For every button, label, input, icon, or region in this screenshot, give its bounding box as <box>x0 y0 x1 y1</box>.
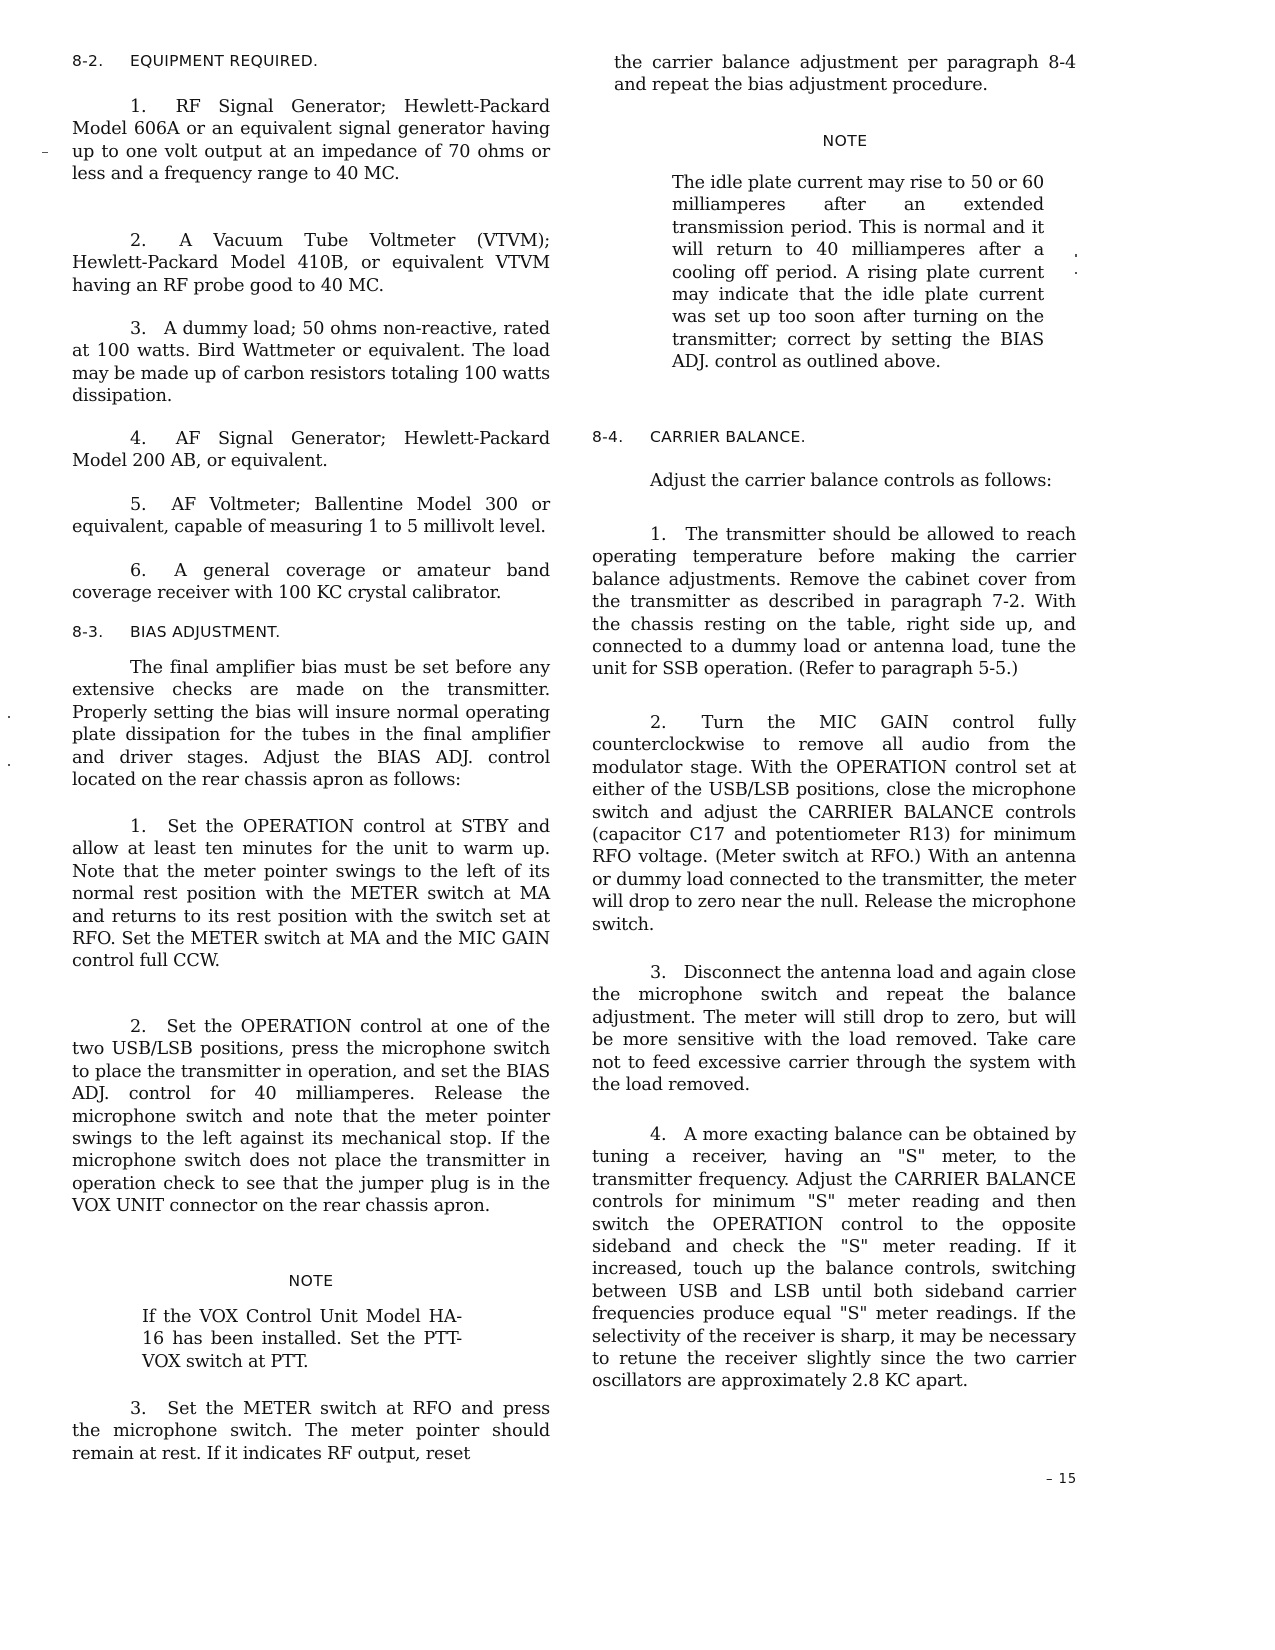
page-number: – 15 <box>1046 1472 1078 1487</box>
carrier-intro-paragraph: Adjust the carrier balance controls as follows: <box>650 471 1052 491</box>
step-text: Disconnect the antenna load and again close the microphone switch and repeat the balance adjustment. The meter will still drop to zero, but will be more sensitive with the load removed. Take care not to feed excessive carrier through the system with the load removed. <box>592 963 1076 1096</box>
equipment-item-6 <box>72 560 550 605</box>
scan-mark <box>8 764 10 766</box>
equipment-item-2 <box>72 230 550 297</box>
note-title: NOTE <box>288 1272 334 1290</box>
bias-step-3 <box>72 1398 550 1465</box>
item-number: 1. <box>130 97 147 117</box>
section-title: EQUIPMENT REQUIRED. <box>130 52 319 70</box>
equipment-item-1 <box>72 96 550 186</box>
item-number: 4. <box>130 429 147 449</box>
carrier-step-3 <box>592 962 1076 1096</box>
step-text: A more exacting balance can be obtained by tuning a receiver, having an "S" meter, to the transmitter frequency. Adjust the CARRIER BALANCE controls for minimum "S" meter reading and then switch the OPERATION control to the opposite sideband and check the "S" meter reading. If it increased, touch up the balance controls, switching between USB and LSB until both sideband carrier frequencies produce equal "S" meter readings. If the selectivity of the receiver is sharp, it may be necessary to retune the receiver slightly since the two carrier oscillators are approximately 2.8 KC apart. <box>592 1125 1076 1392</box>
item-text: AF Signal Generator; Hewlett-Packard Model 200 AB, or equivalent. <box>72 429 550 472</box>
section-number: 8-2. <box>72 52 104 70</box>
item-number: 6. <box>130 561 147 581</box>
item-text: A general coverage or amateur band coverage receiver with 100 KC crystal calibrator. <box>72 561 550 604</box>
item-number: 2. <box>130 231 147 251</box>
section-number: 8-3. <box>72 623 104 641</box>
note-title: NOTE <box>822 132 868 150</box>
step-number: 2. <box>650 713 667 733</box>
bias-step-1 <box>72 816 550 973</box>
scan-mark <box>1075 254 1077 257</box>
step-text: Set the OPERATION control at STBY and allow at least ten minutes for the unit to warm up. Note that the meter pointer swings to the left of its normal rest position with the METER switch at MA and returns to its rest position with the switch set at RFO. Set the METER switch at MA and the MIC GAIN control full CCW. <box>72 817 550 972</box>
equipment-item-4 <box>72 428 550 473</box>
note-body-idle-current: The idle plate current may rise to 50 or 60 milliamperes after an extended transmission period. This is normal and it will return to 40 milliamperes after a cooling off period. A rising plate current may indicate that the idle plate current was set up too soon after turning on the transmitter; correct by setting the BIAS ADJ. control as outlined above. <box>672 173 1044 373</box>
section-title: BIAS ADJUSTMENT. <box>130 623 281 641</box>
carrier-step-1 <box>592 524 1076 681</box>
step-text: Turn the MIC GAIN control fully counterclockwise to remove all audio from the modulator stage. With the OPERATION control set at either of the USB/LSB positions, close the microphone switch and adjust the CARRIER BALANCE controls (capacitor C17 and potentiometer R13) for minimum RFO voltage. (Meter switch at RFO.) With an antenna or dummy load connected to the transmitter, the meter will drop to zero near the null. Release the microphone switch. <box>592 713 1076 935</box>
carrier-step-2 <box>592 712 1076 936</box>
note-body-vox: If the VOX Control Unit Model HA-16 has been installed. Set the PTT-VOX switch at PTT. <box>142 1307 462 1372</box>
equipment-item-3 <box>72 318 550 408</box>
step-text: Set the OPERATION control at one of the two USB/LSB positions, press the microphone switch to place the transmitter in operation, and set the BIAS ADJ. control for 40 milliamperes. Release the microphone switch and note that the meter pointer swings to the left against its mechanical stop. If the microphone switch does not place the transmitter in operation check to see that the jumper plug is in the VOX UNIT connector on the rear chassis apron. <box>72 1017 550 1217</box>
step-number: 1. <box>650 525 667 545</box>
section-heading-8-2 <box>72 52 318 70</box>
section-number: 8-4. <box>592 428 624 446</box>
equipment-item-5 <box>72 494 550 539</box>
step-number: 2. <box>130 1017 147 1037</box>
step-number: 1. <box>130 817 147 837</box>
scan-mark <box>1075 272 1077 274</box>
item-text: AF Voltmeter; Ballentine Model 300 or equivalent, capable of measuring 1 to 5 millivolt level. <box>72 495 550 538</box>
item-number: 5. <box>130 495 147 515</box>
item-text: A Vacuum Tube Voltmeter (VTVM); Hewlett-Packard Model 410B, or equivalent VTVM having an RF probe good to 40 MC. <box>72 231 550 296</box>
bias-intro-paragraph: The final amplifier bias must be set before any extensive checks are made on the transmitter. Properly setting the bias will insure normal operating plate dissipation for the tubes in the final amplifier and driver stages. Adjust the BIAS ADJ. control located on the rear chassis apron as follows: <box>72 658 550 791</box>
bias-step-2 <box>72 1016 550 1218</box>
step-text: The transmitter should be allowed to reach operating temperature before making the carrier balance adjustments. Remove the cabinet cover from the transmitter as described in paragraph 7-2. With the chassis resting on the table, right side up, and connected to a dummy load or antenna load, tune the unit for SSB operation. (Refer to paragraph 5-5.) <box>592 525 1076 680</box>
step-number: 3. <box>130 1399 147 1419</box>
step-number: 3. <box>650 963 667 983</box>
section-title: CARRIER BALANCE. <box>650 428 806 446</box>
section-heading-8-3 <box>72 623 280 641</box>
scan-mark <box>8 716 10 718</box>
item-number: 3. <box>130 319 147 339</box>
item-text: A dummy load; 50 ohms non-reactive, rated at 100 watts. Bird Wattmeter or equivalent. The load may be made up of carbon resistors totaling 100 watts dissipation. <box>72 319 550 407</box>
item-text: RF Signal Generator; Hewlett-Packard Model 606A or an equivalent signal generator having up to one volt output at an impedance of 70 ohms or less and a frequency range to 40 MC. <box>72 97 550 185</box>
step-number: 4. <box>650 1125 667 1145</box>
continuation-paragraph: the carrier balance adjustment per paragraph 8-4 and repeat the bias adjustment procedure. <box>614 53 1076 96</box>
carrier-step-4 <box>592 1124 1076 1393</box>
section-heading-8-4 <box>592 428 806 446</box>
step-text: Set the METER switch at RFO and press the microphone switch. The meter pointer should remain at rest. If it indicates RF output, reset <box>72 1399 550 1464</box>
scan-mark <box>42 152 48 153</box>
